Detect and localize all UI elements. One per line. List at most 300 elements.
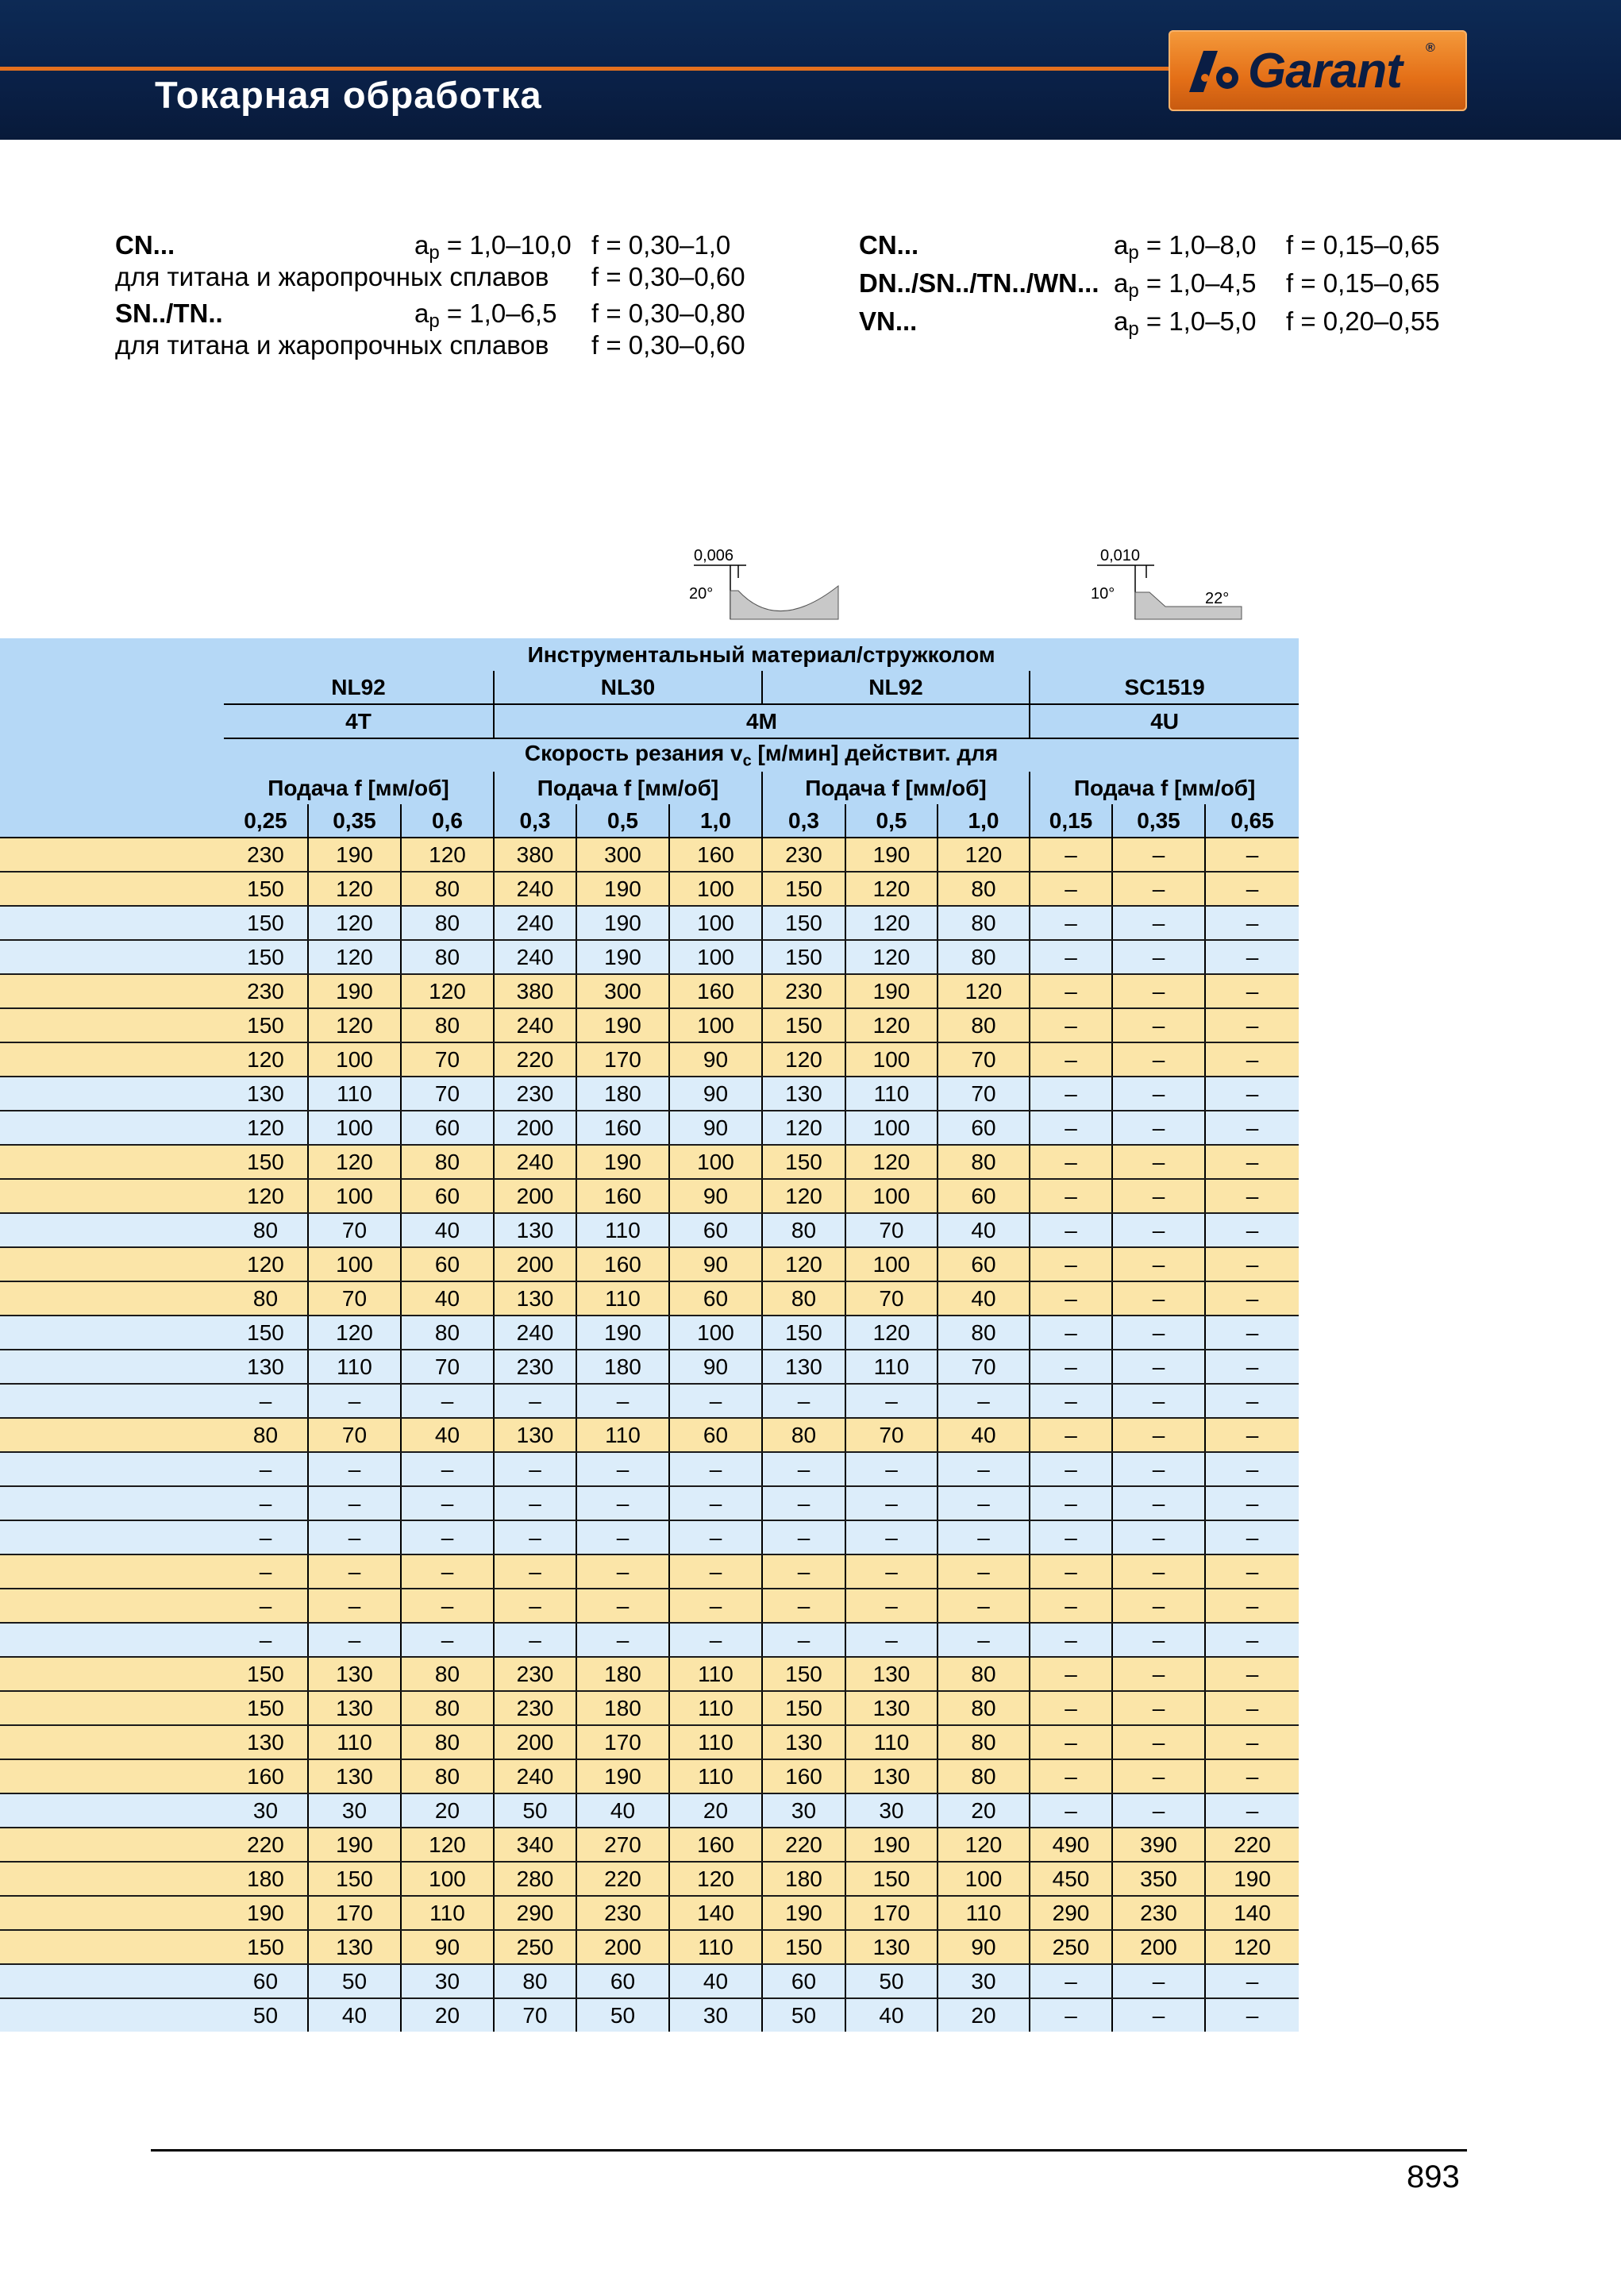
table-cell: 30 xyxy=(308,1793,401,1828)
row-lead-cell xyxy=(0,974,224,1008)
table-cell: – xyxy=(1205,1964,1299,1998)
table-cell: 300 xyxy=(576,838,669,872)
table-cell: – xyxy=(1030,974,1112,1008)
table-cell: 40 xyxy=(401,1418,494,1452)
spec-name: DN../SN../TN../WN... xyxy=(859,268,1099,298)
table-cell: – xyxy=(762,1384,845,1418)
row-lead-cell xyxy=(0,1281,224,1316)
material-nl92-a: NL92 xyxy=(224,671,494,704)
table-row xyxy=(0,1554,1299,1589)
table-cell: 120 xyxy=(762,1042,845,1077)
table-row xyxy=(0,1350,1299,1384)
row-lead-cell xyxy=(0,838,224,872)
table-cell: 240 xyxy=(494,1316,576,1350)
table-cell: – xyxy=(1112,838,1205,872)
table-cell: 110 xyxy=(576,1281,669,1316)
table-cell: 230 xyxy=(762,974,845,1008)
table-row xyxy=(0,1213,1299,1247)
table-row xyxy=(0,1896,1299,1930)
table-cell: 80 xyxy=(938,906,1030,940)
table-cell: – xyxy=(401,1452,494,1486)
table-cell: 90 xyxy=(938,1930,1030,1964)
table-cell: – xyxy=(1112,1964,1205,1998)
header-stripe xyxy=(0,67,1175,71)
table-cell: 80 xyxy=(401,872,494,906)
table-cell: 190 xyxy=(308,1828,401,1862)
row-lead-cell xyxy=(0,1896,224,1930)
table-cell: 110 xyxy=(938,1896,1030,1930)
table-cell: – xyxy=(1205,1384,1299,1418)
table-cell: 230 xyxy=(494,1691,576,1725)
table-cell: – xyxy=(1205,1316,1299,1350)
table-cell: 120 xyxy=(308,1316,401,1350)
ap-value: = 1,0–4,5 xyxy=(1138,268,1257,298)
table-cell: – xyxy=(1030,1793,1112,1828)
table-title: Инструментальный материал/стружколом xyxy=(224,638,1299,671)
table-cell: 110 xyxy=(845,1350,938,1384)
table-cell: – xyxy=(308,1623,401,1657)
spec-name: VN... xyxy=(859,306,918,336)
row-lead-cell xyxy=(0,1759,224,1793)
table-cell: – xyxy=(224,1520,308,1554)
table-cell: – xyxy=(1112,1691,1205,1725)
table-cell: 170 xyxy=(576,1725,669,1759)
table-cell: 50 xyxy=(224,1998,308,2032)
table-cell: – xyxy=(1205,1589,1299,1623)
table-cell: 80 xyxy=(938,1657,1030,1691)
table-cell: 130 xyxy=(308,1930,401,1964)
table-cell: 50 xyxy=(845,1964,938,1998)
table-cell: 170 xyxy=(308,1896,401,1930)
table-cell: – xyxy=(845,1486,938,1520)
table-cell: 150 xyxy=(308,1862,401,1896)
table-cell: – xyxy=(224,1486,308,1520)
ap-value: = 1,0–8,0 xyxy=(1138,230,1257,260)
spec-left-note-1: для титана и жаропрочных сплавов xyxy=(115,262,549,291)
feed-value-header: 0,3 xyxy=(494,804,576,838)
table-cell: 150 xyxy=(224,1657,308,1691)
row-lead-cell xyxy=(0,1589,224,1623)
table-cell: 70 xyxy=(938,1350,1030,1384)
row-lead-cell xyxy=(0,1145,224,1179)
table-cell: – xyxy=(1030,1077,1112,1111)
table-cell: 100 xyxy=(401,1862,494,1896)
table-cell: – xyxy=(401,1384,494,1418)
table-cell: 100 xyxy=(308,1042,401,1077)
table-cell: – xyxy=(1112,1589,1205,1623)
material-nl30: NL30 xyxy=(494,671,762,704)
table-cell: 160 xyxy=(576,1111,669,1145)
table-cell: 70 xyxy=(401,1350,494,1384)
table-cell: – xyxy=(401,1623,494,1657)
table-cell: 170 xyxy=(845,1896,938,1930)
table-cell: 110 xyxy=(669,1759,762,1793)
table-cell: 120 xyxy=(224,1247,308,1281)
spec-left-note-1-f: f = 0,30–0,60 xyxy=(591,262,745,291)
table-cell: 200 xyxy=(576,1930,669,1964)
table-cell: 80 xyxy=(762,1418,845,1452)
table-cell: 20 xyxy=(401,1998,494,2032)
table-cell: 240 xyxy=(494,906,576,940)
table-cell: – xyxy=(669,1589,762,1623)
table-cell: 190 xyxy=(224,1896,308,1930)
table-cell: – xyxy=(1205,1247,1299,1281)
table-cell: 170 xyxy=(576,1042,669,1077)
table-cell: – xyxy=(1205,872,1299,906)
table-cell: 80 xyxy=(401,1725,494,1759)
table-cell: 100 xyxy=(669,1145,762,1179)
feed-value-header: 0,15 xyxy=(1030,804,1112,838)
table-cell: 230 xyxy=(576,1896,669,1930)
table-row xyxy=(0,906,1299,940)
feed-value-header: 0,35 xyxy=(1112,804,1205,838)
table-cell: – xyxy=(576,1554,669,1589)
table-cell: 100 xyxy=(845,1042,938,1077)
spec-right-cn xyxy=(859,230,918,260)
table-cell: 190 xyxy=(308,838,401,872)
table-row xyxy=(0,1418,1299,1452)
table-cell: – xyxy=(938,1623,1030,1657)
row-lead-cell xyxy=(0,1008,224,1042)
table-cell: – xyxy=(494,1486,576,1520)
table-cell: 190 xyxy=(845,974,938,1008)
table-cell: – xyxy=(224,1384,308,1418)
table-cell: 350 xyxy=(1112,1862,1205,1896)
table-cell: 250 xyxy=(1030,1930,1112,1964)
table-cell: 220 xyxy=(1205,1828,1299,1862)
table-cell: 60 xyxy=(401,1179,494,1213)
table-cell: 80 xyxy=(938,940,1030,974)
table-cell: – xyxy=(1112,1008,1205,1042)
row-lead-cell xyxy=(0,1247,224,1281)
table-cell: 120 xyxy=(401,974,494,1008)
table-cell: 80 xyxy=(224,1213,308,1247)
table-cell: 70 xyxy=(845,1418,938,1452)
table-cell: – xyxy=(1030,1213,1112,1247)
table-cell: – xyxy=(1205,940,1299,974)
table-cell: 240 xyxy=(494,872,576,906)
table-cell: – xyxy=(1205,1486,1299,1520)
table-cell: – xyxy=(1205,974,1299,1008)
table-cell: 60 xyxy=(762,1964,845,1998)
material-nl92-b: NL92 xyxy=(762,671,1030,704)
table-cell: 110 xyxy=(308,1077,401,1111)
table-cell: 120 xyxy=(308,1008,401,1042)
table-cell: 20 xyxy=(669,1793,762,1828)
table-cell: – xyxy=(576,1589,669,1623)
table-cell: 290 xyxy=(494,1896,576,1930)
table-cell: 190 xyxy=(1205,1862,1299,1896)
table-cell: – xyxy=(669,1520,762,1554)
table-cell: 100 xyxy=(669,940,762,974)
table-cell: 40 xyxy=(401,1213,494,1247)
table-cell: 200 xyxy=(494,1111,576,1145)
speed-header xyxy=(224,738,1299,772)
table-cell: 230 xyxy=(494,1077,576,1111)
table-cell: – xyxy=(762,1520,845,1554)
ap-subscript: p xyxy=(1128,242,1139,264)
spec-right-vn xyxy=(859,306,917,337)
table-cell: 380 xyxy=(494,838,576,872)
ap-subscript: p xyxy=(429,310,440,332)
table-cell: 80 xyxy=(401,1008,494,1042)
table-cell: – xyxy=(938,1384,1030,1418)
table-cell: – xyxy=(1030,1520,1112,1554)
table-cell: 190 xyxy=(576,906,669,940)
ap-symbol: a xyxy=(414,299,429,328)
row-lead-cell xyxy=(0,1554,224,1589)
logo-registered-mark: ® xyxy=(1426,41,1435,55)
table-cell: – xyxy=(494,1623,576,1657)
table-row xyxy=(0,1145,1299,1179)
table-cell: – xyxy=(224,1452,308,1486)
table-cell: 80 xyxy=(401,906,494,940)
table-cell: – xyxy=(1205,1520,1299,1554)
speed-label: Скорость резания v xyxy=(524,740,743,765)
spec-right-dn xyxy=(859,268,1099,299)
table-cell: – xyxy=(308,1452,401,1486)
table-cell: – xyxy=(1030,1179,1112,1213)
table-cell: 30 xyxy=(762,1793,845,1828)
table-cell: 70 xyxy=(308,1213,401,1247)
table-cell: – xyxy=(1030,1145,1112,1179)
row-lead-cell xyxy=(0,1077,224,1111)
table-cell: 200 xyxy=(494,1179,576,1213)
feed-value-header: 1,0 xyxy=(669,804,762,838)
table-cell: 160 xyxy=(762,1759,845,1793)
feed-value-header: 0,3 xyxy=(762,804,845,838)
table-cell: – xyxy=(1205,1042,1299,1077)
table-cell: – xyxy=(1112,1452,1205,1486)
table-cell: 90 xyxy=(669,1247,762,1281)
table-cell: 30 xyxy=(669,1998,762,2032)
table-cell: – xyxy=(1030,1554,1112,1589)
table-row xyxy=(0,1793,1299,1828)
table-cell: 150 xyxy=(224,872,308,906)
table-cell: 80 xyxy=(938,872,1030,906)
table-cell: 230 xyxy=(1112,1896,1205,1930)
table-cell: 60 xyxy=(669,1281,762,1316)
table-cell: – xyxy=(494,1554,576,1589)
diagram-angle2-label: 22° xyxy=(1205,590,1230,607)
table-cell: 60 xyxy=(669,1418,762,1452)
page-number: 893 xyxy=(1407,2159,1460,2194)
table-row xyxy=(0,974,1299,1008)
table-cell: 50 xyxy=(762,1998,845,2032)
table-cell: – xyxy=(1112,1554,1205,1589)
table-cell: 120 xyxy=(845,1316,938,1350)
feed-value-header: 0,25 xyxy=(224,804,308,838)
table-cell: – xyxy=(224,1589,308,1623)
table-cell: 130 xyxy=(494,1281,576,1316)
table-cell: 80 xyxy=(401,1759,494,1793)
spec-right-dn-f: f = 0,15–0,65 xyxy=(1286,268,1440,298)
table-cell: 20 xyxy=(401,1793,494,1828)
table-cell: 60 xyxy=(576,1964,669,1998)
table-cell: 120 xyxy=(308,906,401,940)
table-cell: – xyxy=(1030,1998,1112,2032)
table-cell: 150 xyxy=(762,1657,845,1691)
table-cell: – xyxy=(1205,838,1299,872)
spec-left-cn-f: f = 0,30–1,0 xyxy=(591,230,731,260)
ap-symbol: a xyxy=(414,230,429,260)
spec-left-sn-f: f = 0,30–0,80 xyxy=(591,299,745,328)
table-row xyxy=(0,1247,1299,1281)
table-cell: 100 xyxy=(845,1247,938,1281)
spec-left-cn xyxy=(115,230,175,260)
table-cell: – xyxy=(1112,1793,1205,1828)
table-cell: 100 xyxy=(669,906,762,940)
table-cell: 130 xyxy=(762,1350,845,1384)
table-cell: – xyxy=(1112,1759,1205,1793)
table-cell: – xyxy=(669,1384,762,1418)
table-cell: 120 xyxy=(224,1111,308,1145)
table-cell: 100 xyxy=(845,1179,938,1213)
table-cell: 190 xyxy=(576,1759,669,1793)
table-cell: 70 xyxy=(845,1213,938,1247)
feed-value-header: 0,5 xyxy=(845,804,938,838)
ap-symbol: a xyxy=(1114,306,1129,336)
ap-symbol: a xyxy=(1114,268,1129,298)
table-cell: – xyxy=(401,1589,494,1623)
table-cell: 50 xyxy=(576,1998,669,2032)
table-cell: 70 xyxy=(938,1077,1030,1111)
table-cell: 110 xyxy=(308,1350,401,1384)
row-lead-cell xyxy=(0,1930,224,1964)
table-cell: – xyxy=(494,1589,576,1623)
row-lead-cell xyxy=(0,1964,224,1998)
table-cell: 100 xyxy=(669,1316,762,1350)
table-cell: 70 xyxy=(845,1281,938,1316)
table-cell: 220 xyxy=(576,1862,669,1896)
table-cell: – xyxy=(1205,906,1299,940)
table-cell: 190 xyxy=(845,838,938,872)
table-cell: 30 xyxy=(845,1793,938,1828)
table-row xyxy=(0,1281,1299,1316)
table-cell: 130 xyxy=(224,1350,308,1384)
table-cell: – xyxy=(1030,1247,1112,1281)
table-cell: – xyxy=(1205,1793,1299,1828)
table-row xyxy=(0,1008,1299,1042)
table-cell: 120 xyxy=(845,1008,938,1042)
table-cell: – xyxy=(1112,1384,1205,1418)
spec-right-cn-f: f = 0,15–0,65 xyxy=(1286,230,1440,260)
table-cell: – xyxy=(308,1384,401,1418)
table-cell: – xyxy=(762,1486,845,1520)
table-cell: – xyxy=(224,1623,308,1657)
table-cell: 40 xyxy=(308,1998,401,2032)
table-cell: – xyxy=(1030,1657,1112,1691)
table-cell: 120 xyxy=(1205,1930,1299,1964)
table-cell: 100 xyxy=(669,1008,762,1042)
table-cell: – xyxy=(1030,1452,1112,1486)
table-cell: 140 xyxy=(669,1896,762,1930)
table-cell: 120 xyxy=(938,974,1030,1008)
table-cell: 120 xyxy=(308,872,401,906)
table-cell: – xyxy=(938,1520,1030,1554)
table-cell: – xyxy=(1030,838,1112,872)
table-cell: – xyxy=(1205,1350,1299,1384)
table-cell: – xyxy=(1112,1145,1205,1179)
table-cell: 40 xyxy=(938,1281,1030,1316)
table-cell: – xyxy=(1205,1725,1299,1759)
table-cell: – xyxy=(401,1520,494,1554)
table-cell: 80 xyxy=(762,1281,845,1316)
row-lead-cell xyxy=(0,1520,224,1554)
table-cell: 130 xyxy=(845,1657,938,1691)
table-cell: 120 xyxy=(224,1179,308,1213)
table-cell: 190 xyxy=(845,1828,938,1862)
table-cell: – xyxy=(669,1623,762,1657)
page-title: Токарная обработка xyxy=(155,74,542,116)
table-row xyxy=(0,1964,1299,1998)
table-row xyxy=(0,1077,1299,1111)
breaker-4m: 4M xyxy=(494,704,1030,738)
table-cell: 130 xyxy=(224,1077,308,1111)
table-cell: 120 xyxy=(762,1111,845,1145)
diagram-angle-label: 20° xyxy=(689,585,714,603)
table-cell: – xyxy=(494,1520,576,1554)
table-cell: – xyxy=(1112,1520,1205,1554)
ap-subscript: p xyxy=(1128,318,1139,340)
spec-left-note-2-f: f = 0,30–0,60 xyxy=(591,330,745,360)
table-row xyxy=(0,838,1299,872)
garant-emblem-icon xyxy=(1186,46,1249,95)
table-cell: – xyxy=(1112,974,1205,1008)
diagram-land-label: 0,010 xyxy=(1100,547,1141,564)
table-row xyxy=(0,1589,1299,1623)
table-cell: 30 xyxy=(224,1793,308,1828)
chipbreaker-4m-diagram xyxy=(683,546,841,626)
table-cell: 80 xyxy=(401,1691,494,1725)
table-cell: 150 xyxy=(224,1930,308,1964)
table-cell: – xyxy=(1205,1998,1299,2032)
table-row xyxy=(0,1828,1299,1862)
table-cell: 180 xyxy=(576,1657,669,1691)
table-cell: – xyxy=(762,1452,845,1486)
table-cell: 80 xyxy=(494,1964,576,1998)
table-cell: – xyxy=(1205,1281,1299,1316)
table-cell: 160 xyxy=(669,1828,762,1862)
table-cell: 60 xyxy=(401,1247,494,1281)
ap-value: = 1,0–5,0 xyxy=(1138,306,1257,336)
table-cell: 100 xyxy=(845,1111,938,1145)
table-cell: 120 xyxy=(938,838,1030,872)
table-cell: – xyxy=(1030,940,1112,974)
table-row xyxy=(0,1725,1299,1759)
row-lead-cell xyxy=(0,1042,224,1077)
logo-wordmark: Garant xyxy=(1248,44,1402,98)
table-cell: 130 xyxy=(494,1213,576,1247)
table-cell: 220 xyxy=(494,1042,576,1077)
table-cell: 60 xyxy=(938,1179,1030,1213)
table-cell: 190 xyxy=(762,1896,845,1930)
table-cell: 130 xyxy=(845,1691,938,1725)
table-cell: 240 xyxy=(494,1008,576,1042)
table-cell: 80 xyxy=(401,1145,494,1179)
table-row xyxy=(0,1930,1299,1964)
table-cell: – xyxy=(1112,1623,1205,1657)
table-cell: – xyxy=(1030,1418,1112,1452)
table-cell: 130 xyxy=(224,1725,308,1759)
table-cell: 70 xyxy=(401,1042,494,1077)
row-lead-cell xyxy=(0,1623,224,1657)
spec-right-cn-ap xyxy=(1114,230,1256,264)
table-cell: 450 xyxy=(1030,1862,1112,1896)
table-cell: – xyxy=(1030,1350,1112,1384)
table-row xyxy=(0,1759,1299,1793)
table-cell: 240 xyxy=(494,1759,576,1793)
